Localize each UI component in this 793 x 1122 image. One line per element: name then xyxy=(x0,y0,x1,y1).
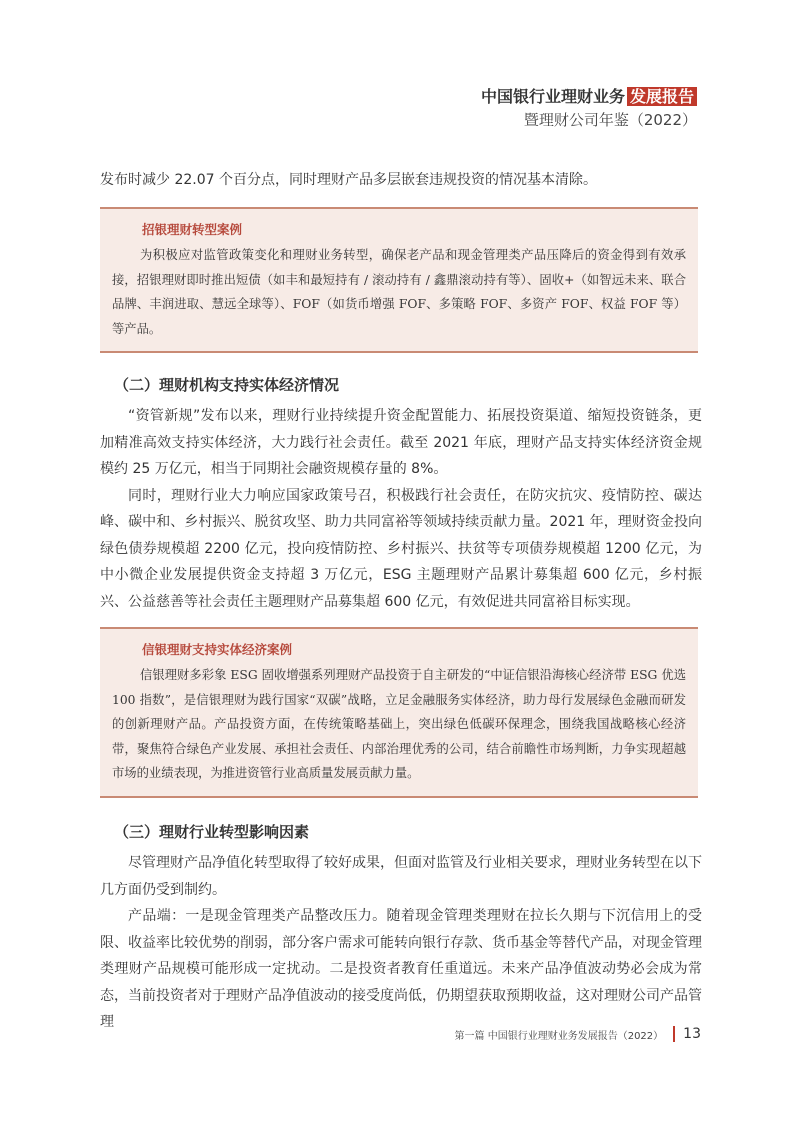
footer-text: 第一篇 中国银行业理财业务发展报告（2022） xyxy=(454,1030,664,1042)
header-title-main: 中国银行业理财业务 xyxy=(480,87,625,106)
header-title xyxy=(481,86,697,108)
case-box-cmb xyxy=(100,207,698,353)
page-footer xyxy=(455,1026,701,1042)
section-3-body xyxy=(100,850,702,1036)
header-title-highlight: 发展报告 xyxy=(627,87,697,106)
section-title-3: （三）理财行业转型影响因素 xyxy=(114,823,310,841)
header-subtitle: 暨理财公司年鉴（2022） xyxy=(523,111,697,129)
section-2-body xyxy=(100,403,702,615)
case-title: 招银理财转型案例 xyxy=(142,222,243,237)
case-text: 为积极应对监管政策变化和理财业务转型，确保老产品和现金管理类产品压降后的资金得到有效承接，招银理财即时推出短债（如丰和最短持有 / 滚动持有 / 鑫鼎滚动持有等）、固收+（如智远未来、联合品牌、丰润进取、慧远全球等）、FOF（如货币增强 FOF、多策略 FOF、多资产 FOF、权益 FOF 等）等产品。 xyxy=(112,248,686,336)
paragraph: “资管新规”发布以来，理财行业持续提升资金配置能力、拓展投资渠道、缩短投资链条，更加精准高效支持实体经济，大力践行社会责任。截至 2021 年底，理财产品支持实体经济资金规模约 25 万亿元，相当于同期社会融资规模存量的 8%。 xyxy=(100,408,702,477)
case-text: 信银理财多彩象 ESG 固收增强系列理财产品投资于自主研发的“中证信银沿海核心经济带 ESG 优选 100 指数”，是信银理财为践行国家“双碳”战略，立足金融服务实体经济，助力母行发展绿色金融而研发的创新理财产品。产品投资方面，在传统策略基础上，突出绿色低碳环保理念，围绕我国战略核心经济带，聚焦符合绿色产业发展、承担社会责任、内部治理优秀的公司，结合前瞻性市场判断，力争实现超越市场的业绩表现，为推进资管行业高质量发展贡献力量。 xyxy=(112,668,686,780)
paragraph: 尽管理财产品净值化转型取得了较好成果，但面对监管及行业相关要求，理财业务转型在以下几方面仍受到制约。 xyxy=(100,855,702,898)
intro-paragraph: 发布时减少 22.07 个百分点，同时理财产品多层嵌套违规投资的情况基本清除。 xyxy=(100,172,597,188)
footer-divider xyxy=(673,1026,675,1042)
paragraph: 同时，理财行业大力响应国家政策号召，积极践行社会责任，在防灾抗灾、疫情防控、碳达峰、碳中和、乡村振兴、脱贫攻坚、助力共同富裕等领域持续贡献力量。2021 年，理财资金投向绿色债券规模超 2200 亿元，投向疫情防控、乡村振兴、扶贫等专项债券规模超 1200 亿元，为中小微企业发展提供资金支持超 3 万亿元，ESG 主题理财产品累计募集超 600 亿元，乡村振兴、公益慈善等社会责任主题理财产品募集超 600 亿元，有效促进共同富裕目标实现。 xyxy=(100,487,702,610)
page-header xyxy=(481,86,697,130)
paragraph: 产品端：一是现金管理类产品整改压力。随着现金管理类理财在拉长久期与下沉信用上的受限、收益率比较优势的削弱，部分客户需求可能转向银行存款、货币基金等替代产品，对现金管理类理财产品规模可能形成一定扰动。二是投资者教育任重道远。未来产品净值波动势必会成为常态，当前投资者对于理财产品净值波动的接受度尚低，仍期望获取预期收益，这对理财公司产品管理 xyxy=(100,908,702,1030)
case-box-citic xyxy=(100,627,698,798)
page-number: 13 xyxy=(683,1026,701,1042)
section-title-2: （二）理财机构支持实体经济情况 xyxy=(114,376,340,394)
intro-block xyxy=(100,167,702,194)
case-title: 信银理财支持实体经济案例 xyxy=(142,642,293,657)
